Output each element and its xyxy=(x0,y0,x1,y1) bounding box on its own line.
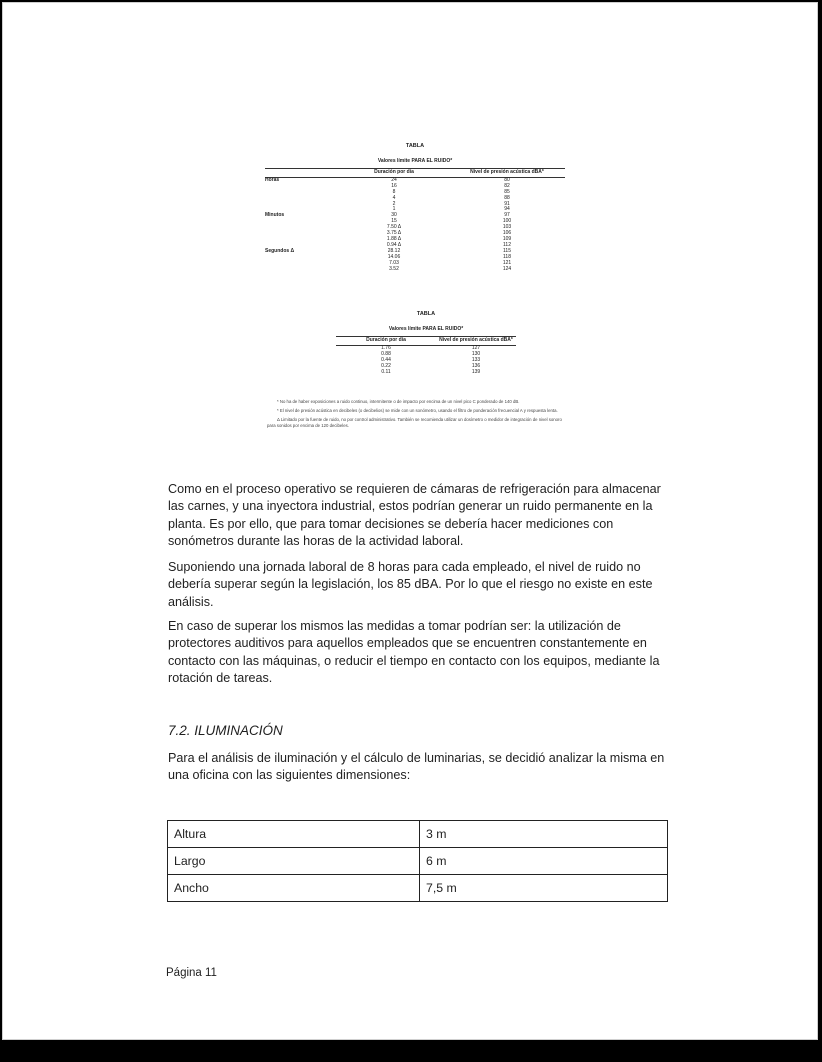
duration-cell: 0.22 xyxy=(381,362,391,369)
duration-cell: 1.88 Δ xyxy=(386,235,402,242)
table-header xyxy=(336,336,516,346)
level-cell: 80 xyxy=(504,176,510,183)
paragraph-noise-limit: Suponiendo una jornada laboral de 8 horas para cada empleado, el nivel de ruido no debería superar según la legislación, los 85 dBA. Por lo que el riesgo no existe en este análisis. xyxy=(168,560,653,609)
dimension-label: Largo xyxy=(168,848,420,875)
table-subtitle: Valores límite PARA EL RUIDO* xyxy=(377,158,453,164)
level-cell: 124 xyxy=(502,265,512,272)
duration-cell: 1 xyxy=(392,206,396,213)
level-cell: 97 xyxy=(504,212,510,219)
duration-cell: 8 xyxy=(392,188,396,195)
table-subtitle: Valores límite PARA EL RUIDO* xyxy=(388,326,464,332)
table-title: TABLA xyxy=(416,311,436,317)
duration-cell: 4 xyxy=(392,194,396,201)
unit-label: Minutos xyxy=(265,212,285,219)
table-row xyxy=(168,821,668,848)
level-cell: 103 xyxy=(502,224,512,231)
duration-cell: 3.52 xyxy=(389,265,399,272)
noise-limits-table-2 xyxy=(336,311,516,375)
table-header xyxy=(265,168,565,178)
level-cell: 91 xyxy=(504,200,510,207)
level-cell: 82 xyxy=(504,182,510,189)
level-cell: 136 xyxy=(471,362,481,369)
duration-cell: 24 xyxy=(391,176,397,183)
duration-cell: 14.06 xyxy=(387,253,401,260)
level-cell: 118 xyxy=(503,253,511,260)
dimension-value: 3 m xyxy=(420,821,668,848)
duration-cell: 3.75 Δ xyxy=(386,230,402,237)
table-body xyxy=(336,346,516,376)
dimension-value: 6 m xyxy=(420,848,668,875)
unit-label: Segundos Δ xyxy=(265,247,295,254)
unit-label: Horas xyxy=(265,176,280,183)
duration-cell: 28.12 xyxy=(387,247,401,254)
duration-cell: 2 xyxy=(392,200,396,207)
duration-cell: 15 xyxy=(391,218,397,225)
paragraph-illumination: Para el análisis de iluminación y el cálculo de luminarias, se decidió analizar la misma en una oficina con las siguientes dimensiones: xyxy=(168,751,665,783)
section-heading: 7.2. ILUMINACIÓN xyxy=(168,723,283,738)
level-cell: 139 xyxy=(471,368,481,375)
table-footnotes xyxy=(267,399,563,432)
table-body xyxy=(265,178,565,273)
page-number: Página 11 xyxy=(166,967,217,979)
noise-limits-table-1 xyxy=(265,143,565,272)
level-cell: 100 xyxy=(502,218,512,225)
duration-cell: 0.44 xyxy=(381,356,391,363)
duration-cell: 0.88 xyxy=(381,350,391,357)
table-row xyxy=(265,267,565,273)
header-duration: Duración por día xyxy=(366,337,406,343)
level-cell: 112 xyxy=(503,241,511,248)
duration-cell: 7.03 xyxy=(389,259,399,266)
table-row xyxy=(168,875,668,902)
header-duration: Duración por día xyxy=(374,169,414,175)
duration-cell: 16 xyxy=(391,182,397,189)
table-title: TABLA xyxy=(405,143,425,149)
header-level: Nivel de presión acústica dBA* xyxy=(470,169,544,175)
unit-label xyxy=(265,267,339,273)
level-cell: 130 xyxy=(471,350,481,357)
level-cell: 106 xyxy=(502,230,512,237)
header-level: Nivel de presión acústica dBA* xyxy=(439,337,513,343)
paragraph-noise-context: Como en el proceso operativo se requieren de cámaras de refrigeración para almacenar las carnes, y una inyectora industrial, estos podrían generar un ruido permanente en la planta. Es por ello, que para tomar decisiones se debería hacer mediciones con sonómetros durante las horas de la actividad laboral. xyxy=(168,482,661,548)
level-cell: 115 xyxy=(503,247,511,254)
footnote: * No ha de haber exposiciones a ruido continuo, intermitente o de impacto por encima de un nivel pico C ponderado de 140 dB. xyxy=(277,399,520,404)
table-row xyxy=(168,848,668,875)
dimension-value: 7,5 m xyxy=(420,875,668,902)
level-cell: 133 xyxy=(471,356,481,363)
footnote: * El nivel de presión acústica en decibeles (o decibelios) se mide con un sonómetro, usando el filtro de ponderación frecuencial A y respuesta lenta. xyxy=(277,408,558,414)
dimension-label: Ancho xyxy=(168,875,420,902)
level-cell: 127 xyxy=(471,344,481,351)
dimensions-table xyxy=(167,820,668,902)
paragraph-noise-measures: En caso de superar los mismos las medidas a tomar podrían ser: la utilización de protectores auditivos para aquellos empleados que se encuentren constantemente en contacto con las máquinas, o reducir el tiempo en contacto con los equipos, mediante la rotación de tareas. xyxy=(168,619,660,685)
document-page xyxy=(2,2,818,1040)
duration-cell: 0.11 xyxy=(381,368,391,375)
level-cell: 109 xyxy=(502,235,512,242)
level-cell: 85 xyxy=(504,188,510,195)
level-cell: 94 xyxy=(504,206,510,213)
level-cell: 88 xyxy=(504,194,510,201)
duration-cell: 30 xyxy=(391,212,397,219)
level-cell: 121 xyxy=(502,259,512,266)
duration-cell: 1.76 xyxy=(381,344,391,351)
duration-cell: 0.94 Δ xyxy=(386,241,402,248)
dimension-label: Altura xyxy=(168,821,420,848)
table-row xyxy=(336,370,516,376)
duration-cell: 7.50 Δ xyxy=(386,224,402,231)
footnote: Δ Limitado por la fuente de ruido, no por control administrativo. También se recomienda utilizar un dosímetro o medidor de integración de nivel sonoro para sonidos por encima de 120 decibeles. xyxy=(267,417,562,428)
